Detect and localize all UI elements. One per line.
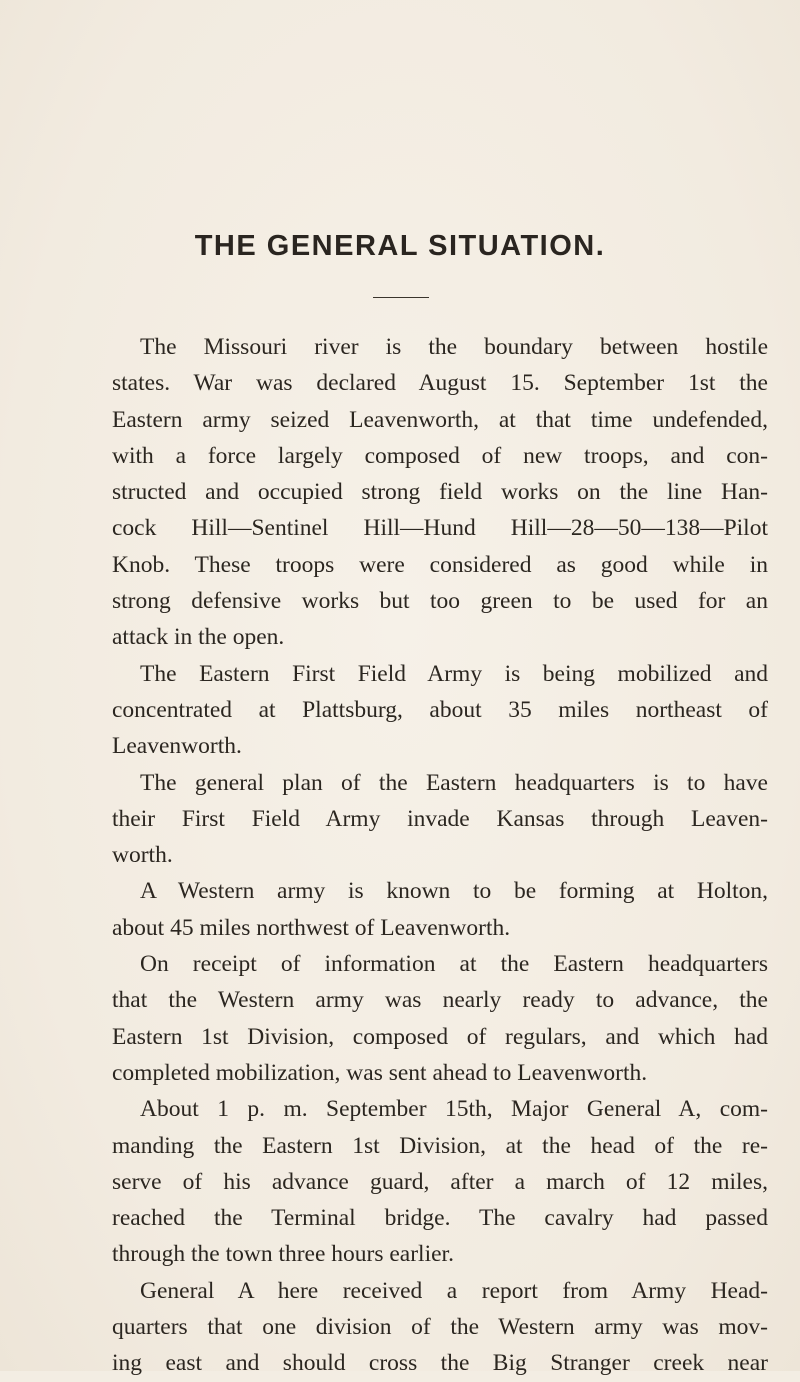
text-line: through the town three hours earlier.	[112, 1241, 454, 1268]
text-line: On receipt of information at the Eastern headquarters	[140, 951, 768, 978]
text-line: Eastern 1st Division, composed of regulars, and which had	[112, 1023, 768, 1050]
text-line: with a force largely composed of new troops, and con-	[112, 442, 768, 469]
text-line: The general plan of the Eastern headquarters is to have	[140, 769, 768, 796]
text-line: Eastern army seized Leavenworth, at that time undefended,	[112, 406, 768, 433]
body-text	[112, 329, 768, 1382]
text-line: worth.	[112, 842, 173, 869]
text-line: their First Field Army invade Kansas through Leaven-	[112, 805, 768, 832]
text-line: The Eastern First Field Army is being mobilized and	[140, 660, 768, 687]
text-line: About 1 p. m. September 15th, Major General A, com-	[140, 1096, 768, 1123]
text-line: Knob. These troops were considered as good while in	[112, 551, 768, 578]
text-line: concentrated at Plattsburg, about 35 miles northeast of	[112, 696, 768, 723]
text-line: Leavenworth.	[112, 733, 242, 760]
text-line: strong defensive works but too green to be used for an	[112, 588, 768, 615]
page-title: THE GENERAL SITUATION.	[194, 230, 606, 262]
text-line: that the Western army was nearly ready to advance, the	[112, 987, 768, 1014]
text-line: attack in the open.	[112, 624, 285, 651]
text-line: A Western army is known to be forming at Holton,	[140, 878, 768, 905]
text-line: quarters that one division of the Western army was mov-	[112, 1314, 768, 1341]
text-line: ing east and should cross the Big Stranger creek near	[112, 1350, 768, 1377]
text-line: manding the Eastern 1st Division, at the head of the re-	[112, 1132, 768, 1159]
text-line: General A here received a report from Army Head-	[140, 1277, 768, 1304]
text-line: The Missouri river is the boundary between hostile	[140, 334, 768, 360]
text-line: about 45 miles northwest of Leavenworth.	[112, 914, 511, 941]
text-line: structed and occupied strong field works on the line Han-	[112, 479, 768, 506]
text-line: reached the Terminal bridge. The cavalry had passed	[112, 1205, 768, 1232]
title-divider	[373, 297, 429, 298]
text-line: cock Hill—Sentinel Hill—Hund Hill—28—50—138—Pilot	[112, 515, 768, 542]
text-line: completed mobilization, was sent ahead to Leavenworth.	[112, 1059, 648, 1086]
text-line: serve of his advance guard, after a march of 12 miles,	[112, 1168, 768, 1195]
text-line: states. War was declared August 15. September 1st the	[112, 370, 768, 397]
